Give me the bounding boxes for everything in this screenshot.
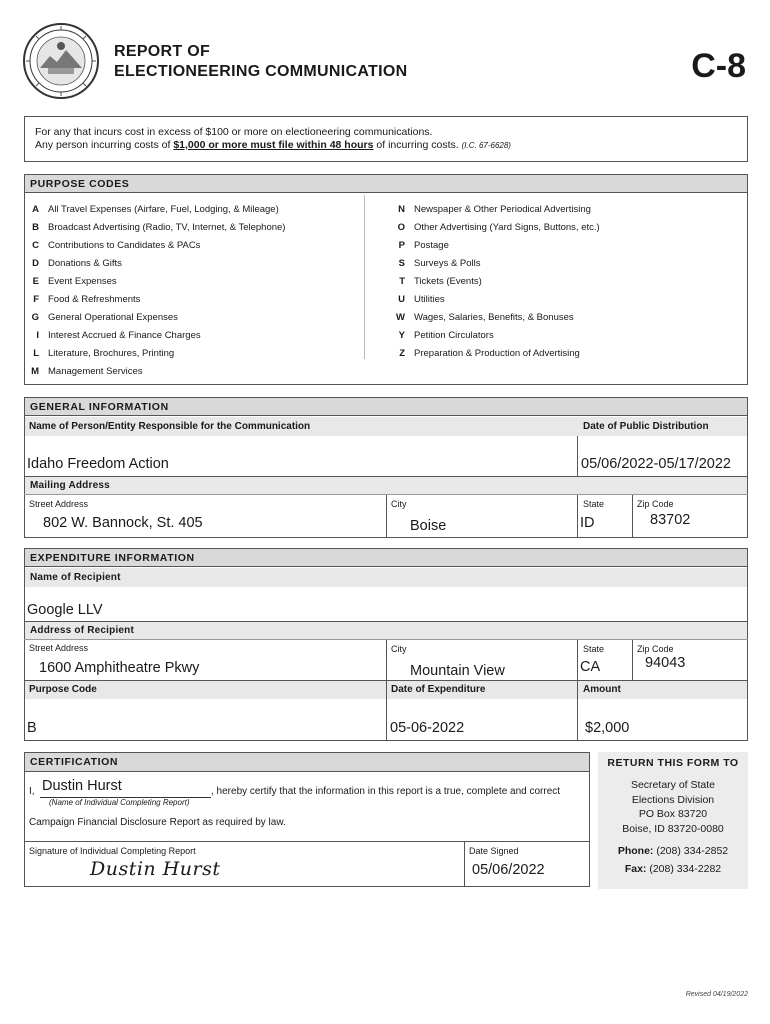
notice-line2 xyxy=(35,139,737,152)
certification-divider xyxy=(464,842,465,887)
purpose-code-item xyxy=(24,291,364,309)
notice-line2-pre: Any person incurring costs of xyxy=(35,139,174,151)
purpose-code-label: Food & Refreshments xyxy=(48,294,141,305)
certifier-name-value: Dustin Hurst xyxy=(42,778,122,794)
return-fax xyxy=(598,863,748,875)
purpose-code-item xyxy=(392,255,742,273)
fax-label: Fax: xyxy=(624,863,647,875)
state-value: ID xyxy=(580,515,595,531)
expenditure-divider-5 xyxy=(577,681,578,740)
amount-value: $2,000 xyxy=(585,720,630,736)
date-signed-value: 05/06/2022 xyxy=(472,862,545,878)
notice-line2-post: of incurring costs. xyxy=(373,139,459,151)
purpose-code-label: Surveys & Polls xyxy=(414,258,481,269)
purpose-code-letter: O xyxy=(397,222,405,233)
purpose-code-item xyxy=(392,345,742,363)
purpose-code-label: Interest Accrued & Finance Charges xyxy=(48,330,201,341)
purpose-code-item xyxy=(24,201,364,219)
purpose-code-label: All Travel Expenses (Airfare, Fuel, Lodging, & Mileage) xyxy=(48,204,279,215)
purpose-code-label: Donations & Gifts xyxy=(48,258,122,269)
expenditure-date-value: 05-06-2022 xyxy=(390,720,465,736)
general-divider-4 xyxy=(632,495,633,537)
recipient-city-value: Mountain View xyxy=(410,663,505,679)
return-line3: PO Box 83720 xyxy=(638,808,708,820)
mailing-address-label: Mailing Address xyxy=(25,477,747,494)
expenditure-divider-2 xyxy=(577,640,578,680)
street-address-value: 802 W. Bannock, St. 405 xyxy=(43,515,203,531)
purpose-code-letter: F xyxy=(33,294,39,305)
recipient-street-value: 1600 Amphitheatre Pkwy xyxy=(39,660,200,676)
expenditure-divider-3 xyxy=(632,640,633,680)
purpose-codes-left-list xyxy=(24,201,364,381)
notice-citation: (I.C. 67-6628) xyxy=(461,141,511,150)
purpose-code-letter: N xyxy=(398,204,405,215)
phone-value: (208) 334-2852 xyxy=(653,845,729,857)
return-line2: Elections Division xyxy=(631,793,715,806)
purpose-code-label: Broadcast Advertising (Radio, TV, Internet, & Telephone) xyxy=(48,222,286,233)
purpose-code-letter: B xyxy=(32,222,39,233)
notice-line2-bold: $1,000 or more must file within 48 hours xyxy=(173,139,374,151)
purpose-code-item xyxy=(392,273,742,291)
purpose-code-letter: G xyxy=(31,312,39,323)
purpose-codes-heading: PURPOSE CODES xyxy=(25,175,747,193)
purpose-code-item xyxy=(392,327,742,345)
recipient-state-value: CA xyxy=(580,659,601,675)
return-heading: RETURN THIS FORM TO xyxy=(607,757,739,769)
purpose-code-letter: E xyxy=(32,276,39,287)
purpose-code-letter: W xyxy=(396,312,405,323)
purpose-code-letter: L xyxy=(33,348,39,359)
expenditure-divider-1 xyxy=(386,640,387,680)
recipient-state-label: State xyxy=(583,644,605,654)
recipient-name-value: Google LLV xyxy=(27,602,103,618)
recipient-name-label: Name of Recipient xyxy=(25,568,747,587)
purpose-code-label: Preparation & Production of Advertising xyxy=(414,348,580,359)
amount-label: Amount xyxy=(583,684,621,695)
purpose-code-label: Purpose Code xyxy=(29,684,97,695)
certifier-name-caption: (Name of Individual Completing Report) xyxy=(49,798,190,807)
purpose-code-label: Contributions to Candidates & PACs xyxy=(48,240,201,251)
purpose-code-label: Literature, Brochures, Printing xyxy=(48,348,175,359)
purpose-code-label: Petition Circulators xyxy=(414,330,494,341)
recipient-zip-label: Zip Code xyxy=(637,644,674,654)
purpose-code-item xyxy=(24,309,364,327)
general-information-heading: GENERAL INFORMATION xyxy=(25,398,747,416)
responsible-name-label: Name of Person/Entity Responsible for the Communication xyxy=(29,421,311,432)
purpose-code-letter: Y xyxy=(398,330,405,341)
purpose-code-item xyxy=(24,237,364,255)
purpose-code-letter: Z xyxy=(399,348,405,359)
certification-rule xyxy=(24,841,590,842)
form-code: C-8 xyxy=(691,47,746,85)
purpose-code-item xyxy=(24,345,364,363)
city-label: City xyxy=(391,499,407,509)
purpose-code-item xyxy=(24,255,364,273)
purpose-code-letter: S xyxy=(398,258,405,269)
notice-box xyxy=(24,116,748,162)
purpose-code-letter: A xyxy=(32,204,39,215)
purpose-code-item xyxy=(392,309,742,327)
purpose-codes-divider xyxy=(364,195,365,359)
fax-value: (208) 334-2282 xyxy=(646,863,722,875)
recipient-address-label: Address of Recipient xyxy=(25,622,747,639)
purpose-code-label: Wages, Salaries, Benefits, & Bonuses xyxy=(414,312,574,323)
purpose-code-value: B xyxy=(27,720,37,736)
purpose-code-item xyxy=(392,219,742,237)
purpose-code-item xyxy=(24,219,364,237)
notice-line1: For any that incurs cost in excess of $100 or more on electioneering communications. xyxy=(35,126,433,138)
purpose-code-letter: C xyxy=(32,240,39,251)
general-divider-1 xyxy=(577,436,578,476)
date-signed-label: Date Signed xyxy=(469,846,519,856)
purpose-code-item xyxy=(24,327,364,345)
general-divider-2 xyxy=(386,495,387,537)
purpose-code-item xyxy=(392,291,742,309)
purpose-code-label: Other Advertising (Yard Signs, Buttons, etc.) xyxy=(414,222,600,233)
return-phone xyxy=(598,845,748,857)
purpose-code-label: Event Expenses xyxy=(48,276,117,287)
purpose-code-letter: U xyxy=(398,294,405,305)
return-line1: Secretary of State xyxy=(630,779,716,791)
distribution-date-value: 05/06/2022-05/17/2022 xyxy=(581,456,731,472)
responsible-name-value: Idaho Freedom Action xyxy=(27,456,169,472)
purpose-code-letter: I xyxy=(36,330,39,341)
phone-label: Phone: xyxy=(617,845,654,857)
purpose-code-letter: M xyxy=(31,366,39,377)
purpose-codes-right-list xyxy=(392,201,742,363)
revised-date: Revised 04/19/2022 xyxy=(685,991,748,998)
state-label: State xyxy=(583,499,605,509)
signature-label: Signature of Individual Completing Report xyxy=(29,846,196,856)
return-address xyxy=(598,778,748,836)
purpose-code-item xyxy=(392,237,742,255)
purpose-code-label: Newspaper & Other Periodical Advertising xyxy=(414,204,591,215)
purpose-code-label: Utilities xyxy=(414,294,445,305)
certify-statement-line2: Campaign Financial Disclosure Report as required by law. xyxy=(29,817,286,828)
recipient-street-label: Street Address xyxy=(29,643,89,653)
city-value: Boise xyxy=(410,518,447,534)
signature-image: Dustin Hurst xyxy=(90,858,221,880)
return-line4: Boise, ID 83720-0080 xyxy=(622,822,724,835)
zip-label: Zip Code xyxy=(637,499,674,509)
purpose-code-item xyxy=(392,201,742,219)
expenditure-date-label: Date of Expenditure xyxy=(391,684,486,695)
certify-i-prefix: I, xyxy=(29,786,35,797)
purpose-code-letter: P xyxy=(398,240,405,251)
form-title-line2: ELECTIONEERING COMMUNICATION xyxy=(114,63,408,80)
purpose-code-item xyxy=(24,363,364,381)
zip-value: 83702 xyxy=(650,512,691,528)
form-title-line1: REPORT OF xyxy=(114,43,211,60)
form-title xyxy=(114,42,407,82)
certification-heading: CERTIFICATION xyxy=(25,753,589,772)
certify-statement: , hereby certify that the information in this report is a true, complete and correct xyxy=(211,786,561,797)
purpose-code-label: Management Services xyxy=(48,366,143,377)
recipient-zip-value: 94043 xyxy=(645,655,686,671)
expenditure-divider-4 xyxy=(386,681,387,740)
purpose-code-item xyxy=(24,273,364,291)
purpose-code-label: Tickets (Events) xyxy=(414,276,482,287)
recipient-city-label: City xyxy=(391,644,407,654)
purpose-code-letter: D xyxy=(32,258,39,269)
state-seal-logo xyxy=(22,22,100,100)
return-address-panel xyxy=(598,752,748,889)
purpose-code-letter: T xyxy=(399,276,405,287)
purpose-code-label: General Operational Expenses xyxy=(48,312,178,323)
street-address-label: Street Address xyxy=(29,499,89,509)
purpose-code-label: Postage xyxy=(414,240,449,251)
expenditure-information-heading: EXPENDITURE INFORMATION xyxy=(25,549,747,567)
general-divider-3 xyxy=(577,495,578,537)
distribution-date-label: Date of Public Distribution xyxy=(583,421,709,432)
